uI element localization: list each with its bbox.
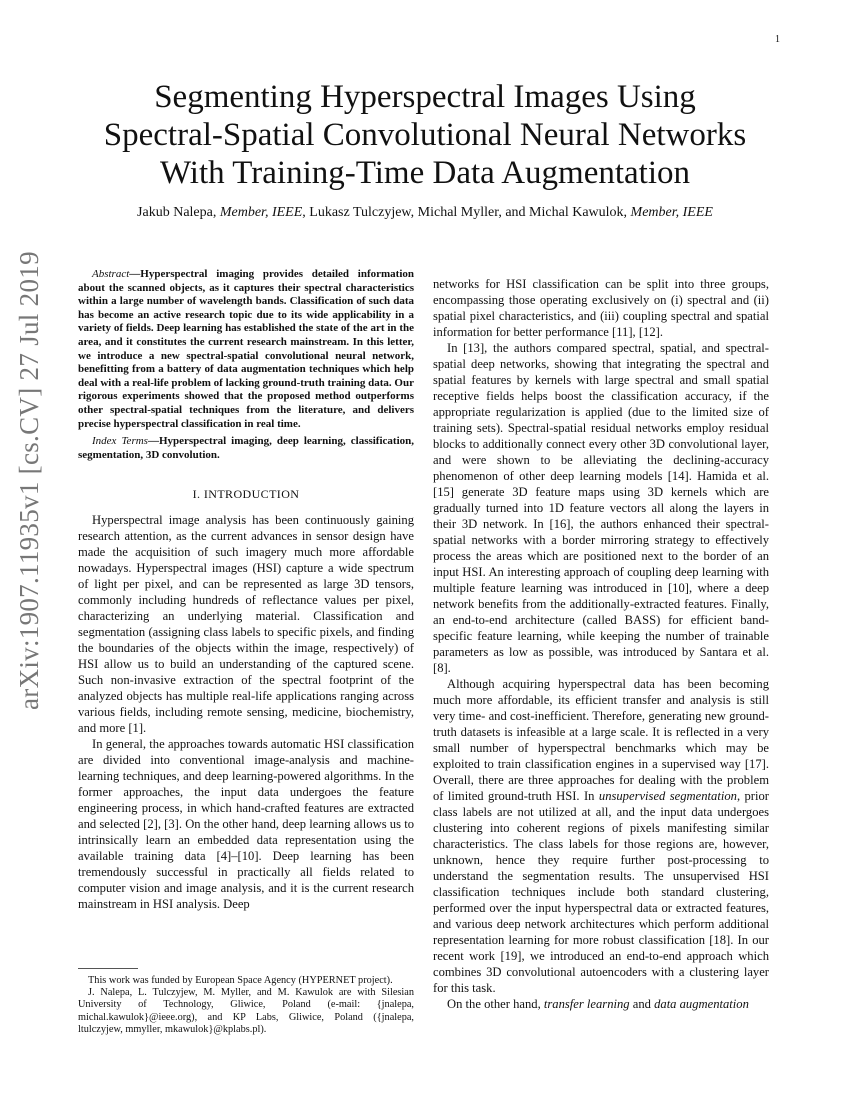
author-1: Jakub Nalepa,	[137, 205, 220, 220]
author-list	[60, 205, 790, 221]
arxiv-sidebar	[8, 251, 56, 710]
right-paragraph-related-work: In [13], the authors compared spectral, spatial, and spectral-spatial deep networks, showing that integrating the spectral and spatial features by kernels with large spectral and small spatial receptive fields helps boost the classification accuracy, if the appropriate regularization is applied (due to the limited size of training sets). Spectral-spatial residual networks employ residual blocks to additionally connect every other 3D convolutional layer, and were shown to be alleviating the declining-accuracy phenomenon of other deep learning models [14]. Hamida et al. [15] generate 3D feature maps using 3D kernels which are gradually turned into 1D feature vectors all along the layers in their 3D network. In [16], the authors enhanced their spectral-spatial networks with a border mirroring strategy to effectively process the areas which are positioned next to the border of an input HSI. An interesting approach of coupling deep learning with multiple feature learning was introduced in [10], where a deep network benefits from the additionally-extracted features. Finally, an end-to-end architecture (called BASS) for efficient band-specific feature learning, while keeping the number of trainable parameters as low as possible, was introduced by Santara et al. [8].	[433, 341, 769, 675]
footnote-funding: This work was funded by European Space Agency (HYPERNET project).	[88, 975, 393, 986]
right-paragraph-transfer	[433, 996, 769, 1012]
term-data-augmentation: data augmentation	[654, 997, 749, 1011]
limited-data-text-b: , prior class labels are not utilized at all, and the input data undergoes clustering into coherent regions of pixels manifesting similar characteristics. The class labels for those regions are, however, unknown, hence they require further post-processing to understand the segmentation results. The unsupervised HSI classification techniques include both standard clustering, performed over the input hyperspectral data or extracted features, and various deep network architectures which perform additional representation learning for more robust classification [18]. In our recent work [19], we introduced an end-to-end approach which combines 3D convolutional autoencoders with a clustering layer for this task.	[433, 789, 769, 995]
right-paragraph-limited-data	[433, 676, 769, 996]
right-paragraph-continued: networks for HSI classification can be split into three groups, encompassing those operating exclusively on (i) spectral and (ii) spatial pixel characteristics, and (iii) coupling spectral and spatial information for better performance [11], [12].	[433, 277, 769, 339]
footnote	[78, 975, 414, 1036]
abstract-lead: Abstract	[92, 268, 130, 280]
paper-title	[60, 78, 790, 192]
section-heading-introduction	[78, 486, 414, 502]
title-line-3: With Training-Time Data Augmentation	[159, 155, 691, 191]
authors-rest: , Lukasz Tulczyjew, Michal Myller, and Michal Kawulok,	[302, 205, 631, 220]
right-column	[433, 276, 769, 1012]
abstract-text: —Hyperspectral imaging provides detailed information about the scanned objects, as it captures their spectral characteristics within a large number of wavelength bands. Classification of such data has become an active research topic due to its wide applicability in a variety of fields. Deep learning has established the state of the art in the area, and it constitutes the current research mainstream. In this letter, we introduce a new spectral-spatial convolutional neural network, benefitting from a battery of data augmentation techniques which help deal with a real-life problem of lacking ground-truth training data. Our rigorous experiments showed that the proposed method outperforms other spectral-spatial techniques from the literature, and delivers precise hyperspectral classification in real time.	[78, 268, 414, 430]
term-transfer-learning: transfer learning	[543, 997, 630, 1011]
index-terms-lead: Index Terms	[92, 435, 148, 448]
section-number: I.	[192, 487, 204, 502]
left-column	[78, 268, 414, 912]
author-1-role: Member, IEEE	[219, 205, 303, 220]
intro-paragraph-2: In general, the approaches towards automatic HSI classification are divided into conventional image-analysis and machine-learning techniques, and deep learning-powered algorithms. In the former approaches, the input data undergoes the feature engineering process, in which hand-crafted features are extracted and selected [2], [3]. On the other hand, deep learning allows us to intrinsically learn an embedded data representation using the available training data [4]–[10]. Deep learning has been tremendously successful in practically all fields related to computer vision and image analysis, and it is the current research mainstream in HSI analysis. Deep	[78, 737, 414, 912]
footnote-affiliations: J. Nalepa, L. Tulczyjew, M. Myller, and M. Kawulok are with Silesian University of Technology, Gliwice, Poland (e-mail: {jnalepa, michal.kawulok}@ieee.org), and KP Labs, Gliwice, Poland ({jnalepa, ltulczyjew, mmyller, mkawulok}@kplabs.pl).	[78, 987, 414, 1035]
abstract	[78, 268, 414, 431]
limited-data-text-a: Although acquiring hyperspectral data has been becoming much more affordable, its efficient transfer and analysis is still very time- and cost-inefficient. Therefore, generating new ground-truth datasets is infeasible at a large scale. It is reflected in a very small number of hyperspectral benchmarks which may be exploited to train classification engines in a supervised way [17]. Overall, there are three approaches for dealing with the problem of limited ground-truth HSI. In	[433, 677, 769, 803]
index-terms-text: —Hyperspectral imaging, deep learning, classification, segmentation, 3D convolution.	[78, 435, 414, 461]
intro-paragraph-1: Hyperspectral image analysis has been continuously gaining research attention, as the current advances in sensor design have made the acquisition of such imagery much more affordable nowadays. Hyperspectral images (HSI) capture a wide spectrum of light per pixel, and can be represented as large 3D tensors, commonly including hundreds of reflectance values per pixel, characterizing an underlying material. Classification and segmentation (assigning class labels to specific pixels, and finding the boundaries of the objects within the image, respectively) of HSI allow us to build an understanding of the captured scene. Such non-invasive extraction of the spectral footprint of the analyzed objects has multiple real-life applications ranging across various fields, including remote sensing, medicine, biochemistry, and more [1].	[78, 513, 414, 736]
title-line-2: Spectral-Spatial Convolutional Neural Networks	[103, 117, 747, 153]
title-line-1: Segmenting Hyperspectral Images Using	[154, 79, 696, 115]
arxiv-identifier: arXiv:1907.11935v1 [cs.CV] 27 Jul 2019	[14, 251, 44, 710]
transfer-text-mid: and	[629, 997, 655, 1011]
index-terms	[78, 435, 414, 462]
footnote-divider	[78, 968, 138, 969]
section-initial: I	[203, 487, 209, 502]
page-number: 1	[775, 34, 780, 45]
term-unsupervised-segmentation: unsupervised segmentation	[598, 789, 737, 803]
author-4-role: Member, IEEE	[630, 205, 713, 220]
transfer-text-a: On the other hand,	[447, 997, 544, 1011]
section-title-rest: NTRODUCTION	[208, 487, 300, 502]
